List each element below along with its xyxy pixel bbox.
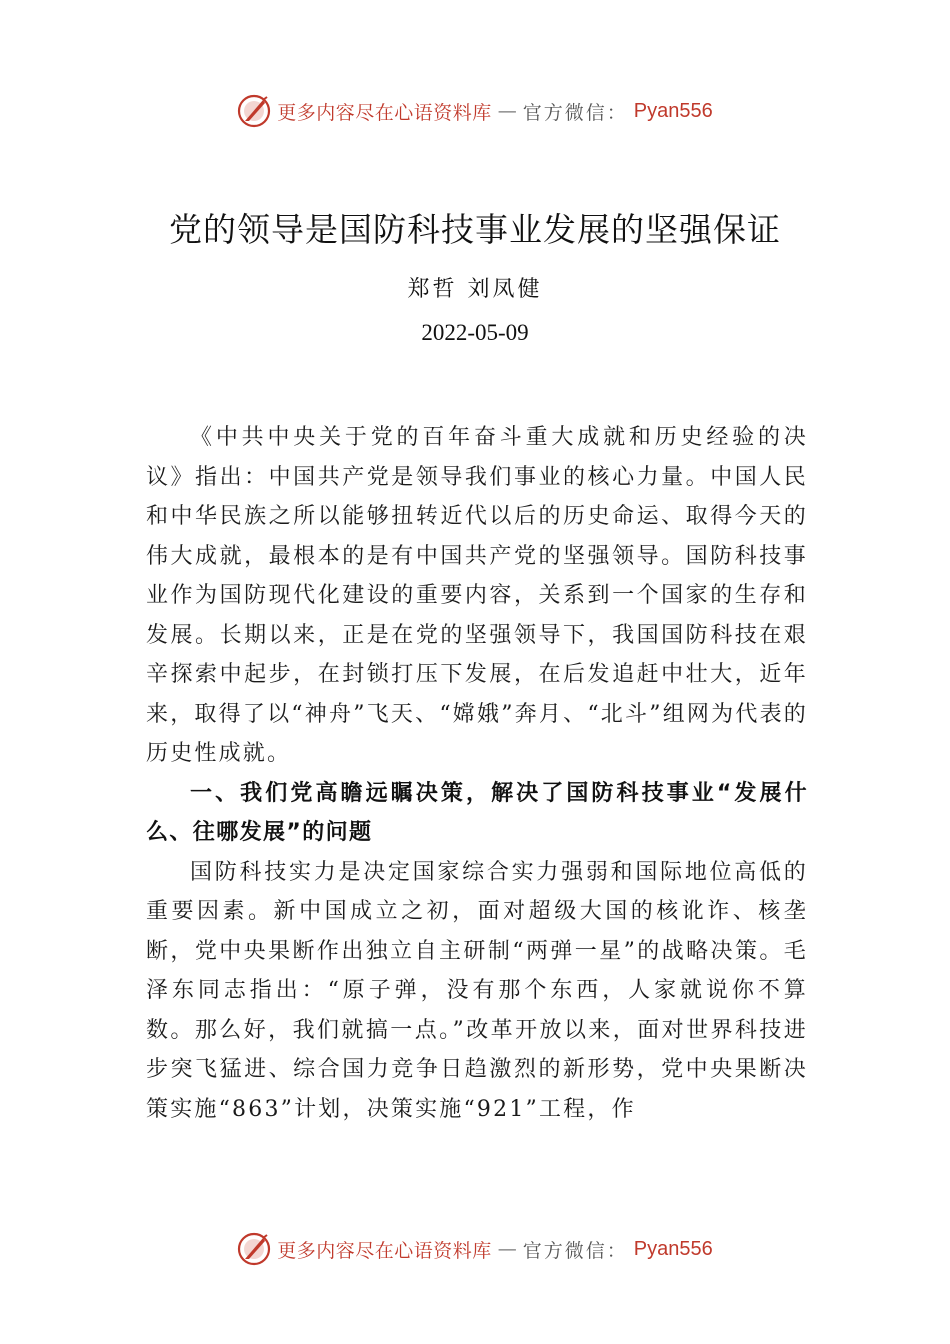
article-date: 2022-05-09 bbox=[421, 320, 529, 345]
article-authors: 郑哲 刘凤健 bbox=[407, 277, 543, 302]
watermark-footer bbox=[0, 1232, 950, 1266]
watermark-label: 官方微信： bbox=[522, 101, 628, 124]
watermark-header bbox=[0, 94, 950, 128]
section-heading: 一、我们党高瞻远瞩决策，解决了国防科技事业“发展什么、往哪发展”的问题 bbox=[146, 780, 808, 845]
watermark-separator: — bbox=[497, 100, 517, 122]
watermark-separator: — bbox=[497, 1238, 517, 1260]
quill-logo-icon bbox=[237, 1232, 271, 1266]
watermark-wechat-id: Pyan556 bbox=[633, 99, 713, 122]
watermark-wechat-id: Pyan556 bbox=[633, 1237, 713, 1260]
article-body bbox=[146, 418, 808, 1129]
watermark-label: 官方微信： bbox=[522, 1239, 628, 1262]
quill-logo-icon bbox=[237, 94, 271, 128]
paragraph: 国防科技实力是决定国家综合实力强弱和国际地位高低的重要因素。新中国成立之初，面对超级大国的核讹诈、核垄断，党中央果断作出独立自主研制“两弹一星”的战略决策。毛泽东同志指出：“原子弹，没有那个东西，人家就说你不算数。那么好，我们就搞一点。”改革开放以来，面对世界科技进步突飞猛进、综合国力竞争日趋激烈的新形势，党中央果断决策实施“863”计划，决策实施“921”工程，作 bbox=[146, 859, 808, 1122]
article-title: 党的领导是国防科技事业发展的坚强保证 bbox=[169, 210, 781, 249]
paragraph: 《中共中央关于党的百年奋斗重大成就和历史经验的决议》指出：中国共产党是领导我们事业的核心力量。中国人民和中华民族之所以能够扭转近代以后的历史命运、取得今天的伟大成就，最根本的是有中国共产党的坚强领导。国防科技事业作为国防现代化建设的重要内容，关系到一个国家的生存和发展。长期以来，正是在党的坚强领导下，我国国防科技在艰辛探索中起步，在封锁打压下发展，在后发追赶中壮大，近年来，取得了以“神舟”飞天、“嫦娥”奔月、“北斗”组网为代表的历史性成就。 bbox=[146, 425, 808, 766]
watermark-text: 更多内容尽在心语资料库 bbox=[277, 1239, 492, 1262]
watermark-text: 更多内容尽在心语资料库 bbox=[277, 101, 492, 124]
